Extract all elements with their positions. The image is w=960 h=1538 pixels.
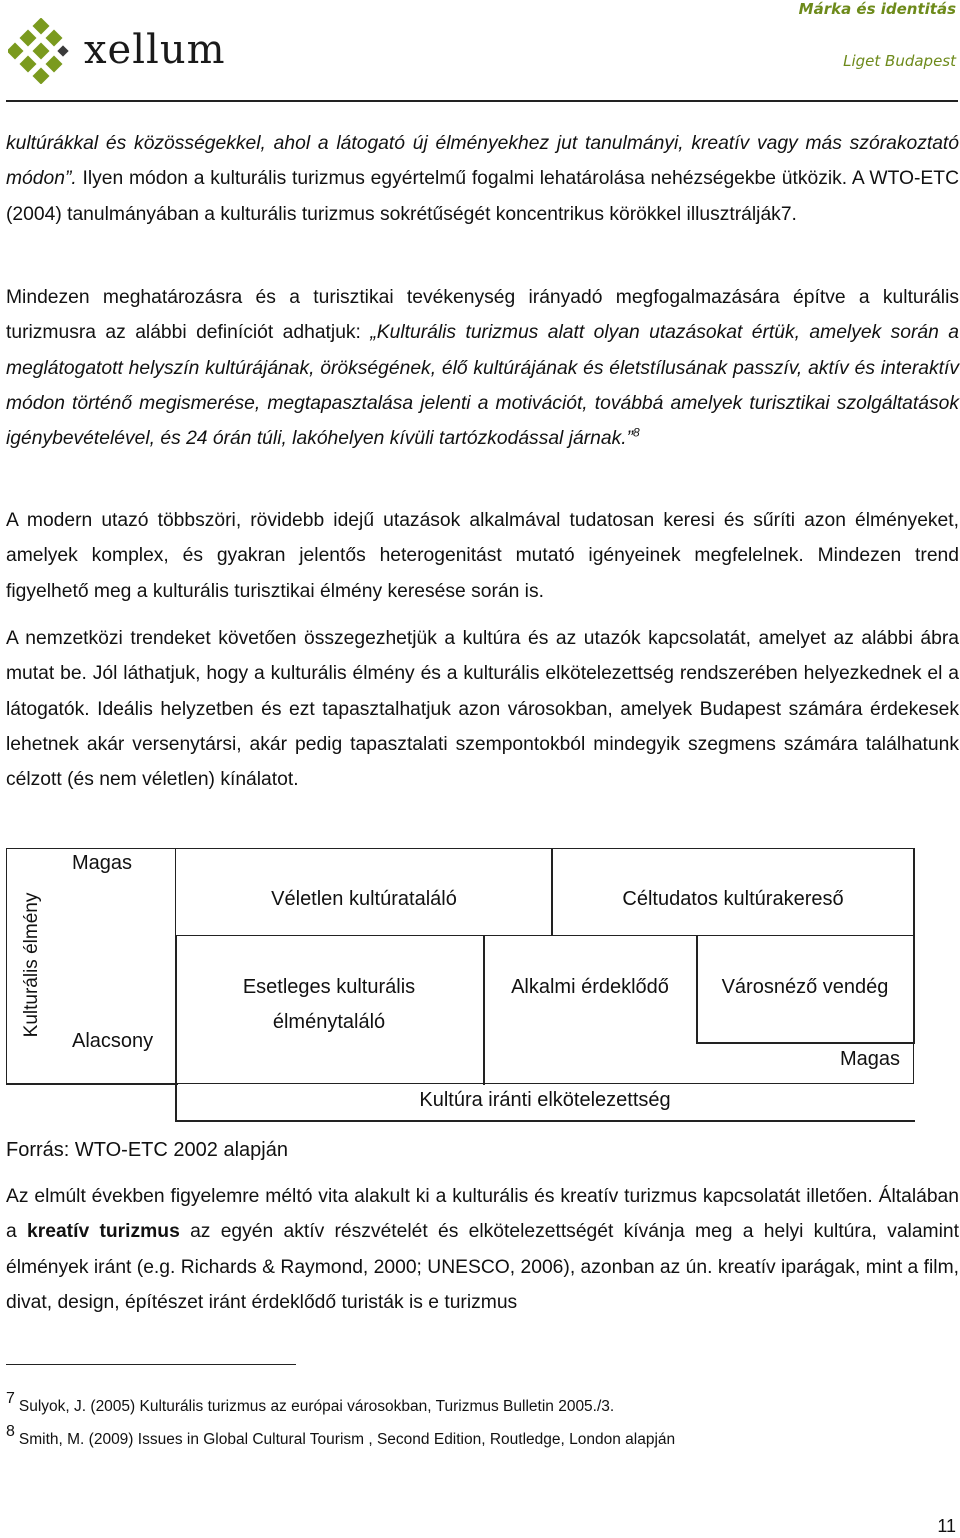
diagram-y-high: Magas bbox=[72, 852, 133, 874]
header-subtitle: Liget Budapest bbox=[843, 52, 956, 70]
paragraph-2-intro: Mindezen meghatározásra és a turisztikai tevékenység irányadó megfogalmazására építve a kulturális turizmusra az alábbi definíciót adhatjuk: bbox=[6, 287, 959, 344]
footnote-7-text: Sulyok, J. (2005) Kulturális turizmus az európai városokban, Turizmus Bulletin 2005./3. bbox=[18, 1398, 615, 1415]
paragraph-5 bbox=[6, 1179, 959, 1320]
header-divider bbox=[6, 100, 958, 102]
diagram-divider-mid bbox=[483, 935, 485, 1085]
diagram-x-axis-label: Kultúra iránti elkötelezettség bbox=[419, 1089, 671, 1111]
paragraph-3: A modern utazó többszöri, rövidebb idejű utazások alkalmával tudatosan keresi és sűríti azon élményeket, amelyek komplex, és gyakran jelentős heterogenitást mutató igényeinek megfelelnek. Mindezen trend figyelhető meg a kulturális turisztikai élmény keresése során is. bbox=[6, 510, 959, 602]
footnote-8-text: Smith, M. (2009) Issues in Global Cultural Tourism , Second Edition, Routledge, London alapján bbox=[18, 1431, 676, 1448]
diagram-cell-esetleges: Esetleges kulturális élménytaláló bbox=[242, 976, 416, 1033]
footnote-7 bbox=[6, 1390, 615, 1416]
footnote-8 bbox=[6, 1423, 676, 1449]
paragraph-1-text: Ilyen módon a kulturális turizmus egyértelmű fogalmi lehatárolása nehézségekbe ütközik. A WTO-ETC (2004) tanulmányában a kulturális turizmus sokrétűségét koncentrikus körökkel illusztrálják7. bbox=[6, 168, 959, 225]
paragraph-5-rest: az egyén aktív részvételét és elkötelezettségét kívánja meg a helyi kultúra, valamint élmények iránt (e.g. Richards & Raymond, 2000; UNESCO, 2006), azonban az ún. kreatív iparágak, mint a film, divat, design, építészet iránt érdeklődő turisták is e turizmus bbox=[6, 1221, 959, 1313]
diagram-bottom-left-rule bbox=[6, 1083, 178, 1085]
paragraph-1 bbox=[6, 126, 959, 232]
diagram-cell-veletlen: Véletlen kultúrataláló bbox=[271, 888, 457, 910]
footnote-7-number: 7 bbox=[6, 1390, 15, 1407]
diagram-source: Forrás: WTO-ETC 2002 alapján bbox=[6, 1139, 288, 1161]
header-title: Márka és identitás bbox=[798, 0, 956, 18]
paragraph-1-quote: kultúrákkal és közösségekkel, ahol a látogató új élményekhez jut tanulmányi, kreatív vagy más szórakoztató módon”. bbox=[6, 133, 959, 190]
diagram-cell-celtudatos: Céltudatos kultúrakereső bbox=[622, 888, 844, 910]
xellum-logo bbox=[8, 14, 253, 84]
diagram-bottom-rule bbox=[175, 1120, 915, 1122]
diagram-right-rule bbox=[913, 848, 915, 1044]
paragraph-2 bbox=[6, 280, 959, 456]
diagram-y-axis-label: Kulturális élmény bbox=[21, 892, 42, 1038]
paragraph-5-bold: kreatív turizmus bbox=[27, 1221, 180, 1243]
paragraph-5-intro: Az elmúlt években figyelemre méltó vita alakult ki a kulturális és kreatív turizmus kapcsolatát illetően. Általában a bbox=[6, 1186, 959, 1243]
diamond-logo-icon bbox=[8, 18, 72, 84]
footnote-8-number: 8 bbox=[6, 1423, 15, 1440]
logo-wordmark: xellum bbox=[84, 27, 226, 73]
footnote-divider bbox=[6, 1364, 296, 1365]
paragraph-2-definition: „Kulturális turizmus alatt olyan utazásokat értük, amelyek során a meglátogatott helyszín kultúrájának, örökségének, élő kultúrájának és életstílusának passzív, aktív és interaktív módon történő megismerése, megtapasztalása jelenti a motivációt, továbbá amelyek turisztikai szolgáltatások igénybevételével, és 24 órán túli, lakóhelyen kívüli tartózkodással járnak.” bbox=[6, 322, 959, 450]
paragraph-4: A nemzetközi trendeket követően összegezhetjük a kultúra és az utazók kapcsolatát, amelyet az alábbi ábra mutat be. Jól láthatjuk, hogy a kulturális élmény és a kulturális elkötelezettség rendszerében helyezkednek el a látogatók. Ideális helyzetben és ezt tapasztalhatjuk azon városokban, amelyek Budapest számára érdekesek lehetnek akár versenytársi, akár pedig tapasztalati szempontokból mindegyik szegmens számára találhatunk célzott (és nem véletlen) kínálatot. bbox=[6, 628, 959, 791]
diagram-left-rule bbox=[175, 935, 177, 1121]
diagram-x-high: Magas bbox=[839, 1048, 901, 1070]
diagram-cell-varosnezo: Városnéző vendég bbox=[721, 976, 889, 998]
diagram-cell-alkalmi: Alkalmi érdeklődő bbox=[511, 976, 669, 998]
footnote-ref-8: 8 bbox=[633, 425, 640, 440]
diagram-y-low: Alacsony bbox=[72, 1030, 154, 1052]
page-number: 11 bbox=[937, 1516, 956, 1536]
